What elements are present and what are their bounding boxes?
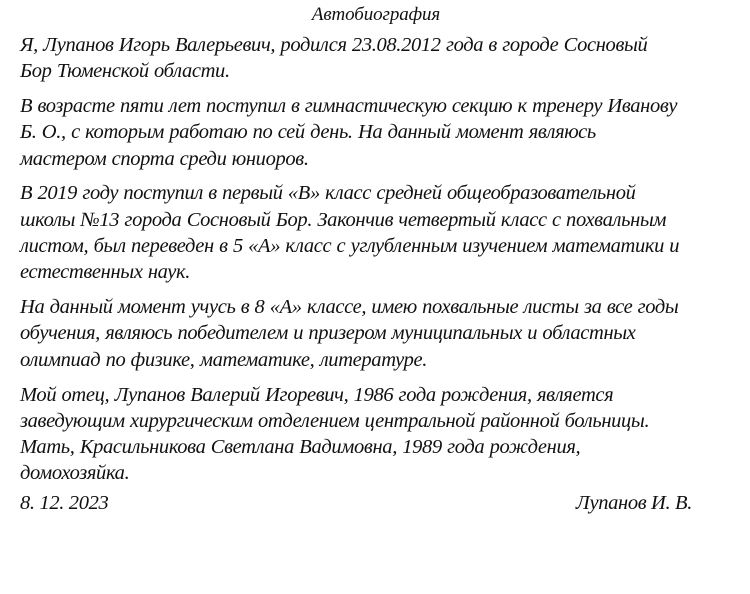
text-line: мастером спорта среди юниоров. bbox=[20, 147, 309, 170]
text-line: домохозяйка. bbox=[20, 462, 130, 485]
text-line: В 2019 году поступил в первый «В» класс средней общеобразовательной bbox=[20, 182, 636, 205]
document-footer bbox=[20, 490, 692, 516]
text-line: Бор Тюменской области. bbox=[20, 60, 230, 83]
paragraph-school bbox=[20, 180, 732, 285]
signature: Лупанов И. В. bbox=[575, 492, 692, 514]
paragraph-achievements bbox=[20, 294, 732, 373]
text-line: Я, Лупанов Игорь Валерьевич, родился 23.08.2012 года в городе Сосновый bbox=[20, 34, 648, 56]
text-line: Мой отец, Лупанов Валерий Игоревич, 1986 года рождения, является bbox=[20, 383, 614, 406]
paragraph-gymnastics bbox=[20, 93, 732, 172]
document-page bbox=[20, 0, 732, 495]
text-line: естественных наук. bbox=[20, 261, 191, 284]
paragraph-family bbox=[20, 382, 732, 487]
text-line: Мать, Красильникова Светлана Вадимовна, 1989 года рождения, bbox=[20, 436, 581, 459]
text-line: В возрасте пяти лет поступил в гимнастическую секцию к тренеру Иванову bbox=[20, 95, 678, 118]
text-line: школы №13 города Сосновый Бор. Закончив четвертый класс с похвальным bbox=[20, 208, 667, 231]
text-line: олимпиад по физике, математике, литературе. bbox=[20, 348, 428, 371]
text-line: заведующим хирургическим отделением центральной районной больницы. bbox=[20, 409, 650, 432]
text-line: На данный момент учусь в 8 «А» классе, имею похвальные листы за все годы bbox=[20, 296, 679, 319]
document-date: 8. 12. 2023 bbox=[20, 492, 109, 514]
text-line: Б. О., с которым работаю по сей день. На данный момент являюсь bbox=[20, 121, 596, 144]
paragraph-birth bbox=[20, 32, 732, 85]
document-title: Автобиография bbox=[311, 4, 441, 25]
text-line: листом, был переведен в 5 «А» класс с углубленным изучением математики и bbox=[20, 235, 680, 258]
text-line: обучения, являюсь победителем и призером муниципальных и областных bbox=[20, 322, 636, 345]
